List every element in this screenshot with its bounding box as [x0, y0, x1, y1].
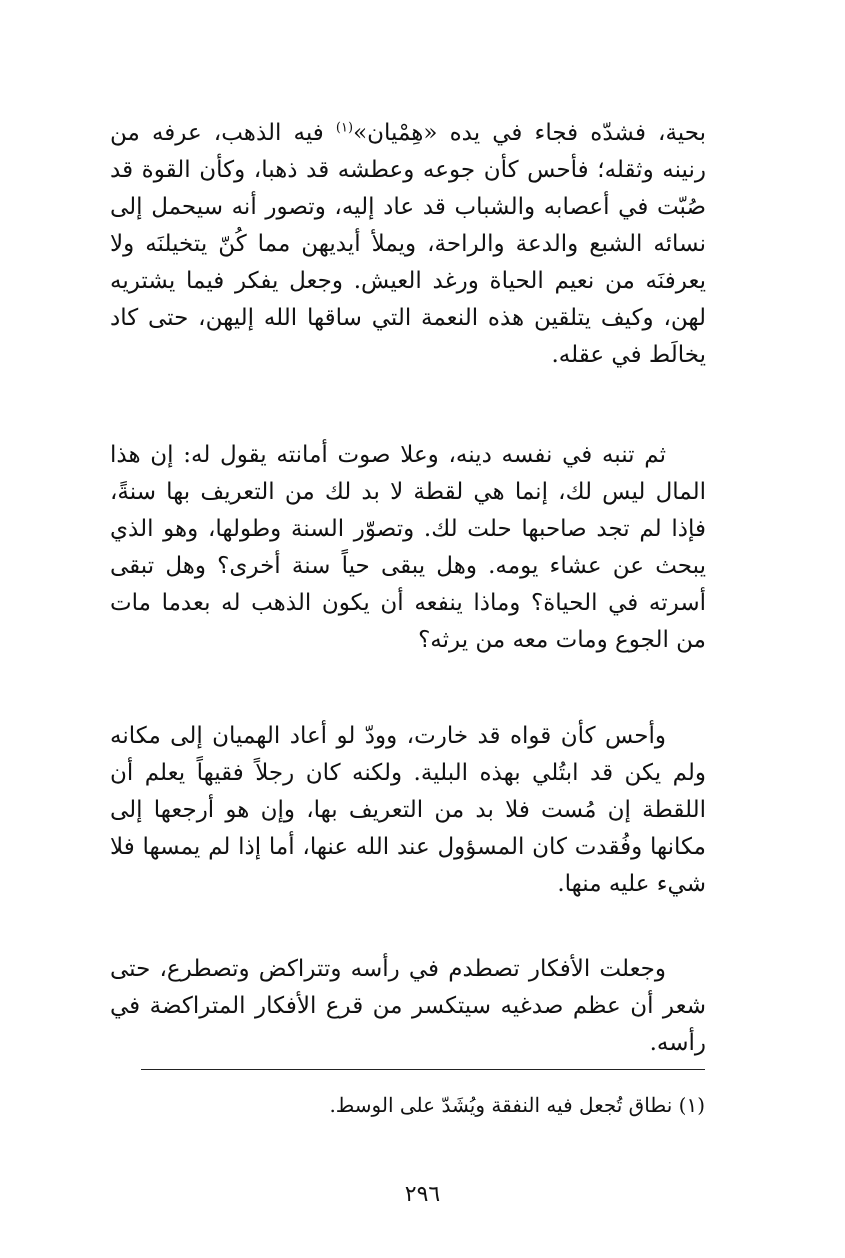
paragraph: ثم تنبه في نفسه دينه، وعلا صوت أمانته يقول له: إن هذا المال ليس لك، إنما هي لقطة لا بد لك من التعريف بها سنةً، فإذا لم تجد صاحبها حلت لك. وتصوّر السنة وطولها، وهو الذي يبحث عن عشاء يومه. وهل يبقى حياً سنة أخرى؟ وهل تبقى أسرته في الحياة؟ وماذا ينفعه أن يكون الذهب له بعدما مات من الجوع ومات معه من يرثه؟ [110, 442, 706, 653]
paragraph: وأحس كأن قواه قد خارت، وودّ لو أعاد الهميان إلى مكانه ولم يكن قد ابتُلي بهذه البلية. ولكنه كان رجلاً فقيهاً يعلم أن اللقطة إن مُست فلا بد من التعريف بها، وإن هو أرجعها إلى مكانها وفُقدت كان المسؤول عند الله عنها، أما إذا لم يمسها فلا شيء عليه منها. [110, 723, 706, 897]
footnote-divider [141, 1069, 705, 1070]
paragraph: وجعلت الأفكار تصطدم في رأسه وتتراكض وتصطرع، حتى شعر أن عظم صدغيه سيتكسر من قرع الأفكار المتراكضة في رأسه. [110, 956, 706, 1056]
footnote: (١) نطاق تُجعل فيه النفقة ويُشَدّ على الوسط. [329, 1093, 705, 1117]
paragraph-text-start: بحية، فشدّه فجاء في يده «هِمْيان» [353, 120, 706, 146]
paragraph-continued [110, 115, 706, 374]
paragraph-text-end: فيه الذهب، عرفه من رنينه وثقله؛ فأحس كأن جوعه وعطشه قد ذهبا، وكأن القوة قد صُبّت في أعصابه والشباب قد عاد إليه، وتصور أنه سيحمل إلى نسائه الشبع والدعة والراحة، ويملأ أيديهن مما كُنّ يتخيلنَه ولا يعرفنَه من نعيم الحياة ورغد العيش. وجعل يفكر فيما يشتريه لهن، وكيف يتلقين هذه النعمة التي ساقها الله إليهن، حتى كاد يخالَط في عقله. [110, 120, 706, 368]
footnote-reference: (١) [335, 120, 354, 136]
page-number: ٢٩٦ [404, 1182, 441, 1207]
